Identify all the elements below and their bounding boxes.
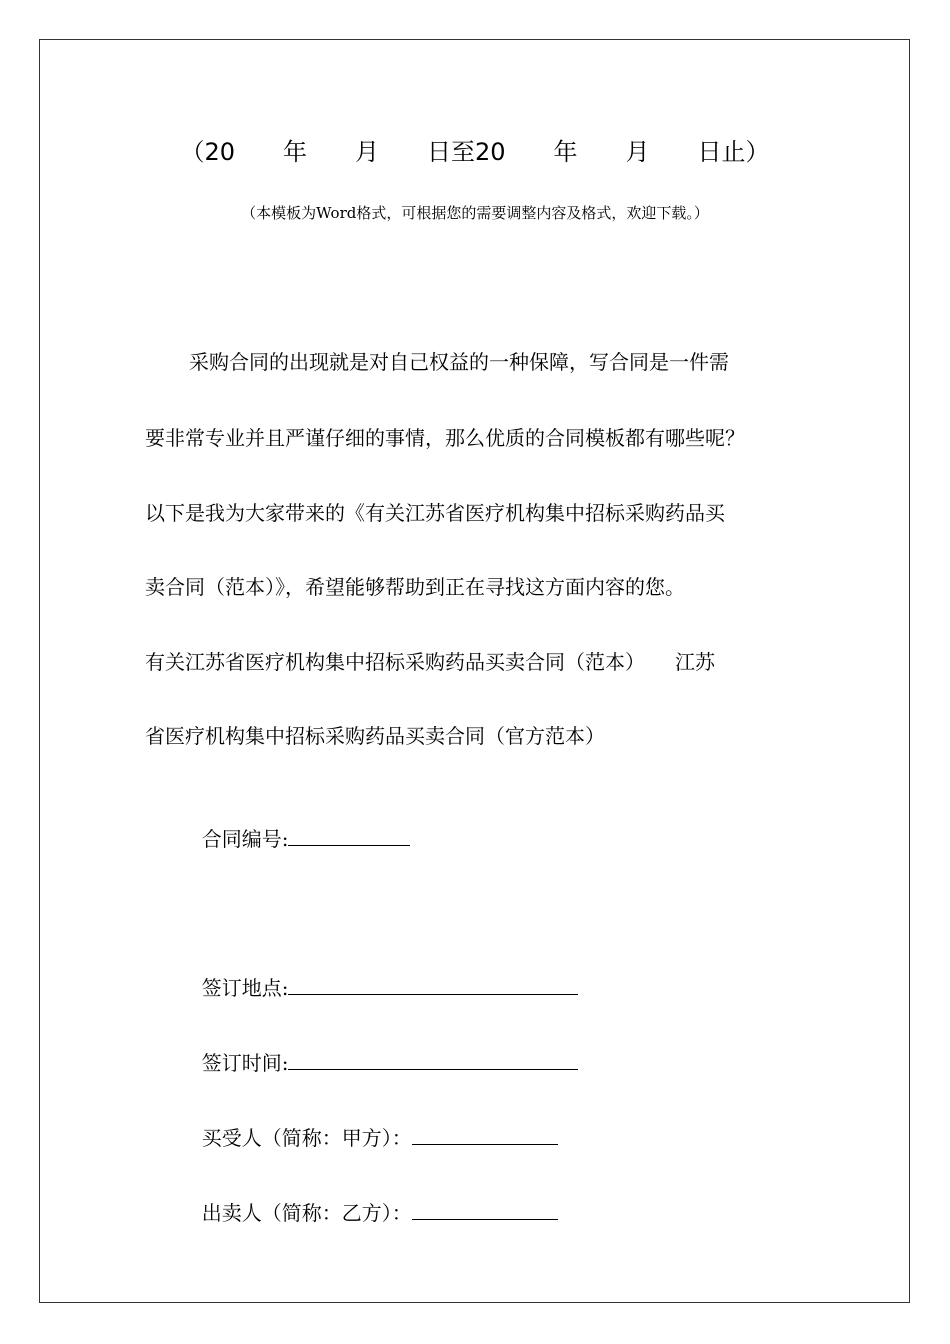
buyer-row bbox=[189, 1096, 558, 1152]
seller-label: 出卖人（简称：乙方）： bbox=[201, 1201, 412, 1225]
template-note: （本模板为Word格式，可根据您的需要调整内容及格式，欢迎下载。） bbox=[241, 204, 709, 222]
signing-place-label: 签订地点: bbox=[201, 976, 289, 1000]
paragraph-line: 卖合同（范本）》，希望能够帮助到正在寻找这方面内容的您。 bbox=[145, 575, 685, 599]
signing-time-label: 签订时间: bbox=[201, 1051, 289, 1075]
signing-place-blank[interactable] bbox=[288, 974, 578, 995]
signing-time-row bbox=[189, 1021, 578, 1077]
contract-number-row bbox=[189, 797, 410, 853]
seller-blank[interactable] bbox=[412, 1199, 558, 1220]
paragraph-line: 以下是我为大家带来的《有关江苏省医疗机构集中招标采购药品买 bbox=[145, 501, 725, 525]
paragraph-line: 采购合同的出现就是对自己权益的一种保障，写合同是一件需 bbox=[189, 350, 729, 374]
buyer-label: 买受人（简称：甲方）： bbox=[201, 1126, 412, 1150]
contract-number-label: 合同编号: bbox=[201, 827, 289, 851]
signing-place-row bbox=[189, 946, 578, 1002]
signing-time-blank[interactable] bbox=[288, 1049, 578, 1070]
seller-row bbox=[189, 1171, 558, 1227]
paragraph-line: 要非常专业并且严谨仔细的事情，那么优质的合同模板都有哪些呢？ bbox=[145, 426, 745, 450]
date-range-heading: （20 年 月 日至20 年 月 日止） bbox=[180, 138, 770, 166]
paragraph-line: 有关江苏省医疗机构集中招标采购药品买卖合同（范本） 江苏 bbox=[145, 650, 715, 674]
buyer-blank[interactable] bbox=[412, 1124, 558, 1145]
paragraph-line: 省医疗机构集中招标采购药品买卖合同（官方范本） bbox=[145, 724, 605, 748]
contract-number-blank[interactable] bbox=[288, 825, 410, 846]
